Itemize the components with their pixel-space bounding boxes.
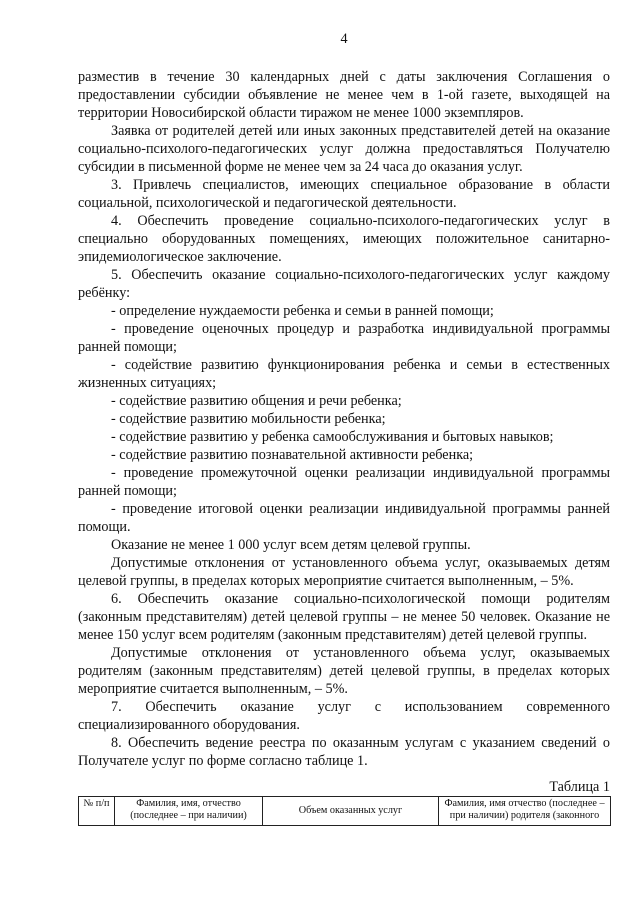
paragraph: 4. Обеспечить проведение социально-психолого-педагогических услуг в специально оборудованных помещениях, имеющих положительное санитарно-эпидемиологическое заключение. [78, 213, 610, 265]
paragraph: Допустимые отклонения от установленного объема услуг, оказываемых родителям (законным представителям) детей целевой группы, в пределах которых мероприятие считается выполненным, – 5%. [78, 645, 610, 697]
paragraph: 3. Привлечь специалистов, имеющих специальное образование в области социальной, психологической и педагогической деятельности. [78, 177, 610, 211]
header-child-name: Фамилия, имя, отчество (последнее – при наличии) [115, 797, 263, 826]
paragraph: - содействие развитию функционирования ребенка и семьи в естественных жизненных ситуациях; [78, 357, 610, 391]
body-text [78, 68, 610, 770]
paragraph: - содействие развитию мобильности ребенка; [111, 411, 386, 427]
header-parent-name: Фамилия, имя отчество (последнее – при наличии) родителя (законного [439, 797, 611, 826]
paragraph: - проведение итоговой оценки реализации индивидуальной программы ранней помощи. [78, 501, 610, 535]
paragraph: разместив в течение 30 календарных дней с даты заключения Соглашения о предоставлении субсидии объявление не менее чем в 1-ой газете, выходящей на территории Новосибирской области тиражом не менее 1000 экземпляров. [78, 69, 610, 121]
paragraph: Оказание не менее 1 000 услуг всем детям целевой группы. [111, 537, 471, 553]
paragraph: 6. Обеспечить оказание социально-психологической помощи родителям (законным представителям) детей целевой группы – не менее 50 человек. Оказание не менее 150 услуг всем родителям (законным представителям) детей целевой группы. [78, 591, 610, 643]
paragraph: - проведение промежуточной оценки реализации индивидуальной программы ранней помощи; [78, 465, 610, 499]
paragraph: Допустимые отклонения от установленного объема услуг, оказываемых детям целевой группы, в пределах которых мероприятие считается выполненным, – 5%. [78, 555, 610, 589]
paragraph: - содействие развитию общения и речи ребенка; [111, 393, 402, 409]
header-services-volume: Объем оказанных услуг [263, 797, 439, 826]
table-caption: Таблица 1 [549, 779, 610, 795]
header-number: № п/п [79, 797, 115, 826]
services-registry-table [78, 796, 611, 826]
paragraph: Заявка от родителей детей или иных законных представителей детей на оказание социально-психолого-педагогических услуг должна предоставляться Получателю субсидии в письменной форме не менее чем за 24 часа до оказания услуг. [78, 123, 610, 175]
paragraph: - содействие развитию у ребенка самообслуживания и бытовых навыков; [111, 429, 554, 445]
paragraph: 5. Обеспечить оказание социально-психолого-педагогических услуг каждому ребёнку: [78, 267, 610, 301]
paragraph: 7. Обеспечить оказание услуг с использованием современного специализированного оборудования. [78, 699, 610, 733]
table-header-row [79, 797, 611, 826]
page-number: 4 [340, 31, 348, 47]
paragraph: - содействие развитию познавательной активности ребенка; [111, 447, 474, 463]
document-page [78, 30, 610, 826]
paragraph: 8. Обеспечить ведение реестра по оказанным услугам с указанием сведений о Получателе услуг по форме согласно таблице 1. [78, 735, 610, 769]
paragraph: - проведение оценочных процедур и разработка индивидуальной программы ранней помощи; [78, 321, 610, 355]
paragraph: - определение нуждаемости ребенка и семьи в ранней помощи; [111, 303, 494, 319]
